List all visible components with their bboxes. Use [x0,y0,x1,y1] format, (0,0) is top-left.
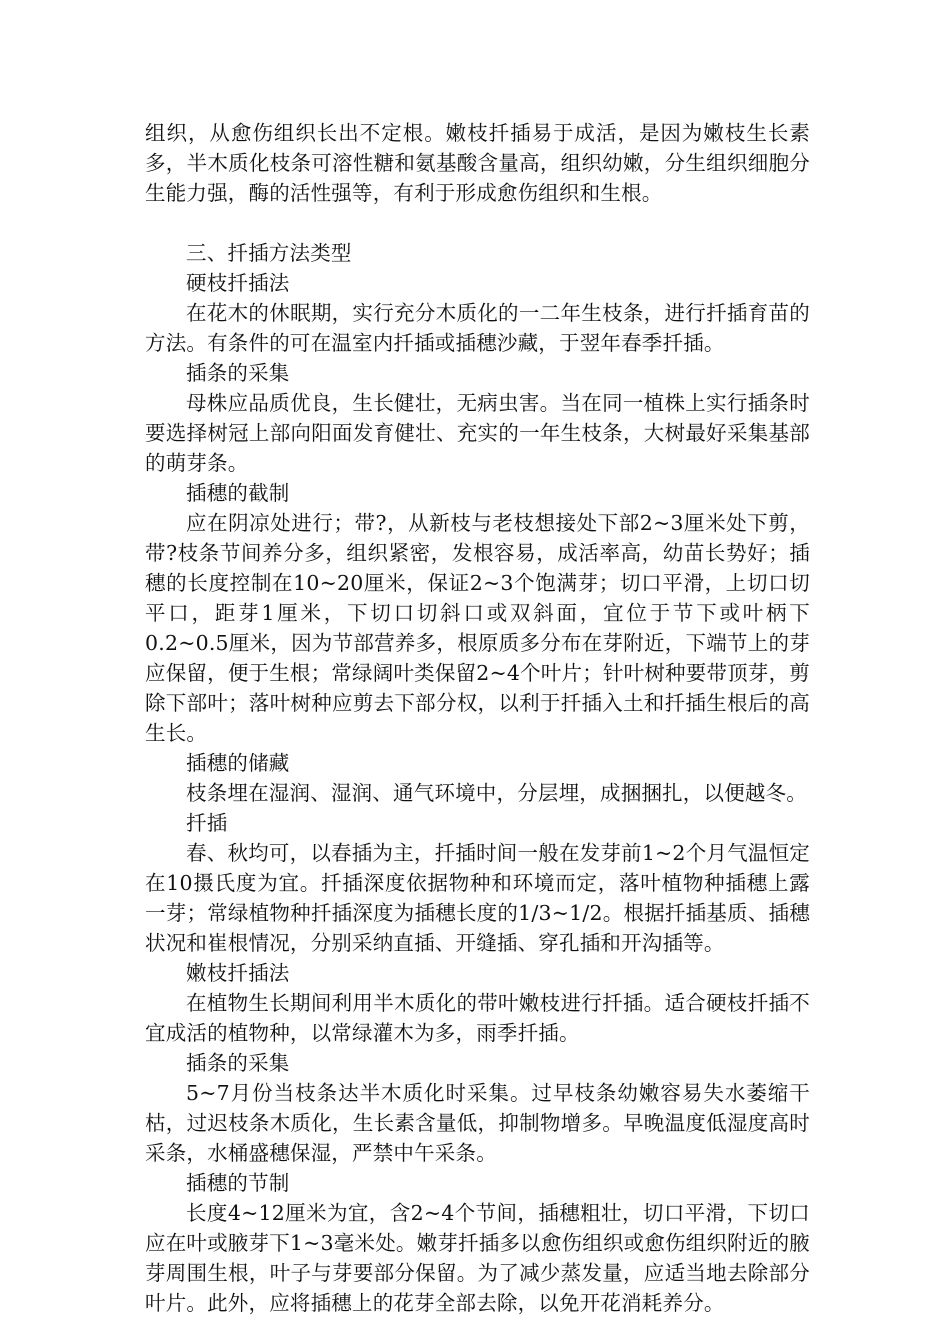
document-page [145,118,810,1318]
paragraph: 5~7月份当枝条达半木质化时采集。过早枝条幼嫩容易失水萎缩干枯，过迟枝条木质化，生长素含量低，抑制物增多。早晚温度低湿度高时采条，水桶盛穗保湿，严禁中午采条。 [145,1081,810,1165]
paragraph: 枝条埋在湿润、湿润、通气环境中，分层埋，成捆捆扎，以便越冬。 [186,781,807,805]
subsection-heading: 插条的采集 [186,1051,290,1075]
paragraph: 春、秋均可，以春插为主，扦插时间一般在发芽前1~2个月气温恒定在10摄氏度为宜。扦插深度依据物种和环境而定，落叶植物种插穗上露一芽；常绿植物种扦插深度为插穗长度的1/3~1/2。根据扦插基质、插穗状况和崔根情况，分别采纳直插、开缝插、穿孔插和开沟插等。 [145,841,810,955]
paragraph: 母株应品质优良，生长健壮，无病虫害。当在同一植株上实行插条时要选择树冠上部向阳面发育健壮、充实的一年生枝条，大树最好采集基部的萌芽条。 [145,391,810,475]
subsection-heading: 嫩枝扦插法 [186,961,290,985]
subsection-heading: 插条的采集 [186,361,290,385]
paragraph-continuation: 组织，从愈伤组织长出不定根。嫩枝扦插易于成活，是因为嫩枝生长素多，半木质化枝条可溶性糖和氨基酸含量高，组织幼嫩，分生组织细胞分生能力强，酶的活性强等，有利于形成愈伤组织和生根。 [145,121,810,205]
paragraph: 长度4~12厘米为宜，含2~4个节间，插穗粗壮，切口平滑，下切口应在叶或腋芽下1~3毫米处。嫩芽扦插多以愈伤组织或愈伤组织附近的腋芽周围生根，叶子与芽要部分保留。为了减少蒸发量，应适当地去除部分叶片。此外，应将插穗上的花芽全部去除，以免开花消耗养分。 [145,1201,810,1315]
subsection-heading: 插穗的节制 [186,1171,290,1195]
section-heading: 三、扦插方法类型 [186,241,352,265]
paragraph: 在花木的休眠期，实行充分木质化的一二年生枝条，进行扦插育苗的方法。有条件的可在温室内扦插或插穗沙藏，于翌年春季扦插。 [145,301,810,355]
paragraph-gap [145,208,810,238]
paragraph: 应在阴凉处进行；带?，从新枝与老枝想接处下部2~3厘米处下剪，带?枝条节间养分多，组织紧密，发根容易，成活率高，幼苗长势好；插穗的长度控制在10~20厘米，保证2~3个饱满芽；切口平滑，上切口切平口，距芽1厘米，下切口切斜口或双斜面，宜位于节下或叶柄下0.2~0.5厘米，因为节部营养多，根原质多分布在芽附近，下端节上的芽应保留，便于生根；常绿阔叶类保留2~4个叶片；针叶树种要带顶芽，剪除下部叶；落叶树种应剪去下部分权，以利于扦插入土和扦插生根后的高生长。 [145,511,810,745]
subsection-heading: 插穗的储藏 [186,751,290,775]
subsection-heading: 硬枝扦插法 [186,271,290,295]
subsection-heading: 插穗的截制 [186,481,290,505]
subsection-heading: 扦插 [186,811,228,835]
paragraph: 在植物生长期间利用半木质化的带叶嫩枝进行扦插。适合硬枝扦插不宜成活的植物种，以常绿灌木为多，雨季扦插。 [145,991,810,1045]
